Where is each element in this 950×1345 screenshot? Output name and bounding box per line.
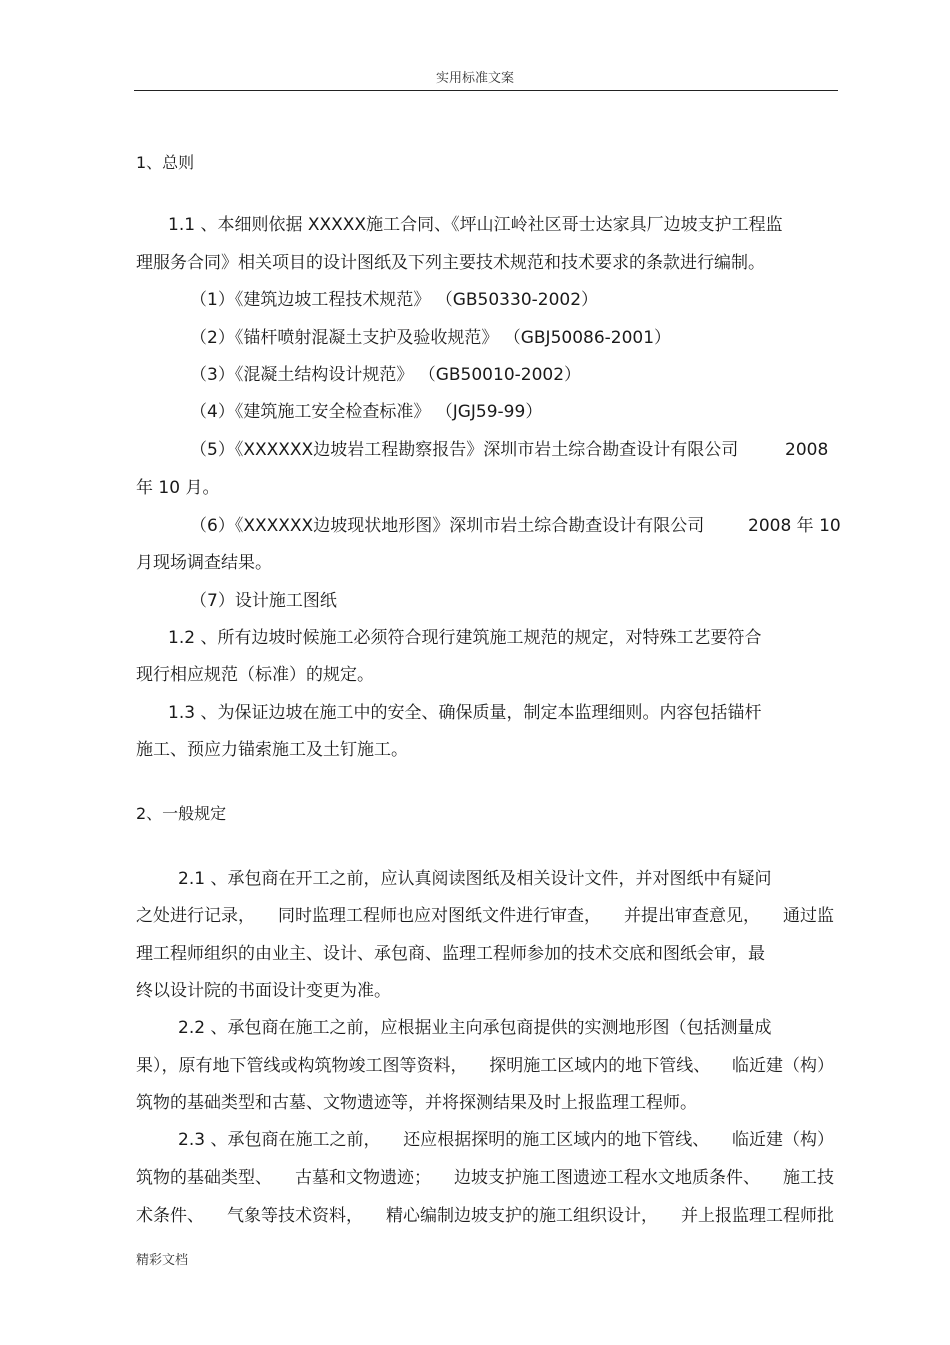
list-item: （6）《XXXXXX边坡现状地形图》深圳市岩土综合勘查设计有限公司 bbox=[190, 516, 705, 536]
text-fragment: 古墓和文物遗迹； bbox=[295, 1168, 431, 1188]
text-fragment: 同时监理工程师也应对图纸文件进行审查， bbox=[278, 906, 601, 926]
paragraph-line: 2.1 、承包商在开工之前，应认真阅读图纸及相关设计文件，并对图纸中有疑问 bbox=[178, 869, 772, 889]
paragraph-line: 2.2 、承包商在施工之前，应根据业主向承包商提供的实测地形图（包括测量成 bbox=[178, 1018, 772, 1038]
section-heading: 1、总则 bbox=[136, 153, 195, 172]
text-fragment: 果），原有地下管线或构筑物竣工图等资料， bbox=[136, 1056, 468, 1076]
list-item: （7）设计施工图纸 bbox=[190, 591, 337, 611]
text-fragment: 术条件、 bbox=[136, 1206, 204, 1226]
text-fragment: 2.3 、承包商在施工之前， bbox=[178, 1130, 381, 1150]
list-item-year: 2008 年 10 bbox=[748, 516, 841, 536]
paragraph-line: 1.2 、所有边坡时候施工必须符合现行建筑施工规范的规定，对特殊工艺要符合 bbox=[168, 628, 762, 648]
paragraph-line: 1.1 、本细则依据 XXXXX施工合同、《坪山江岭社区哥士达家具厂边坡支护工程监 bbox=[168, 215, 783, 235]
paragraph-line bbox=[136, 1055, 834, 1077]
paragraph-line bbox=[178, 1129, 834, 1151]
text-fragment: 并上报监理工程师批 bbox=[681, 1206, 834, 1226]
text-fragment: 还应根据探明的施工区域内的地下管线、 bbox=[403, 1130, 710, 1150]
paragraph-line: 理工程师组织的由业主、设计、承包商、监理工程师参加的技术交底和图纸会审，最 bbox=[136, 944, 765, 964]
text-fragment: 筑物的基础类型、 bbox=[136, 1168, 272, 1188]
list-item: （1）《建筑边坡工程技术规范》 （GB50330-2002） bbox=[190, 290, 599, 310]
list-item: （5）《XXXXXX边坡岩工程勘察报告》深圳市岩土综合勘查设计有限公司 bbox=[190, 440, 739, 460]
list-item-year: 2008 bbox=[785, 440, 829, 460]
paragraph-line: 月现场调查结果。 bbox=[136, 553, 272, 573]
text-fragment: 之处进行记录， bbox=[136, 906, 255, 926]
paragraph-line: 筑物的基础类型和古墓、文物遗迹等，并将探测结果及时上报监理工程师。 bbox=[136, 1093, 697, 1113]
text-fragment: 精心编制边坡支护的施工组织设计， bbox=[386, 1206, 658, 1226]
paragraph-line: 年 10 月。 bbox=[136, 478, 220, 498]
text-fragment: 通过监 bbox=[783, 906, 834, 926]
text-fragment: 临近建（构） bbox=[731, 1130, 834, 1150]
page-header: 实用标准文案 bbox=[435, 71, 514, 86]
paragraph-line bbox=[136, 1205, 834, 1227]
text-fragment: 探明施工区域内的地下管线、 bbox=[489, 1056, 711, 1076]
list-item: （3）《混凝土结构设计规范》 （GB50010-2002） bbox=[190, 365, 582, 385]
text-fragment: 施工技 bbox=[783, 1168, 834, 1188]
text-fragment: 气象等技术资料， bbox=[227, 1206, 363, 1226]
paragraph-line: 1.3 、为保证边坡在施工中的安全、确保质量，制定本监理细则。内容包括锚杆 bbox=[168, 703, 762, 723]
paragraph-line: 现行相应规范（标准）的规定。 bbox=[136, 665, 374, 685]
paragraph-line: 施工、预应力锚索施工及土钉施工。 bbox=[136, 740, 408, 760]
paragraph-line bbox=[136, 1167, 834, 1189]
list-item: （2）《锚杆喷射混凝土支护及验收规范》 （GBJ50086-2001） bbox=[190, 328, 672, 348]
header-divider bbox=[134, 90, 838, 91]
paragraph-line bbox=[136, 905, 834, 927]
paragraph-line: 理服务合同》相关项目的设计图纸及下列主要技术规范和技术要求的条款进行编制。 bbox=[136, 253, 765, 273]
section-heading: 2、一般规定 bbox=[136, 804, 227, 823]
text-fragment: 临近建（构） bbox=[732, 1056, 834, 1076]
page-footer: 精彩文档 bbox=[136, 1253, 189, 1268]
paragraph-line: 终以设计院的书面设计变更为准。 bbox=[136, 981, 391, 1001]
text-fragment: 并提出审查意见， bbox=[624, 906, 760, 926]
list-item: （4）《建筑施工安全检查标准》 （JGJ59-99） bbox=[190, 402, 543, 422]
text-fragment: 边坡支护施工图遗迹工程水文地质条件、 bbox=[454, 1168, 760, 1188]
